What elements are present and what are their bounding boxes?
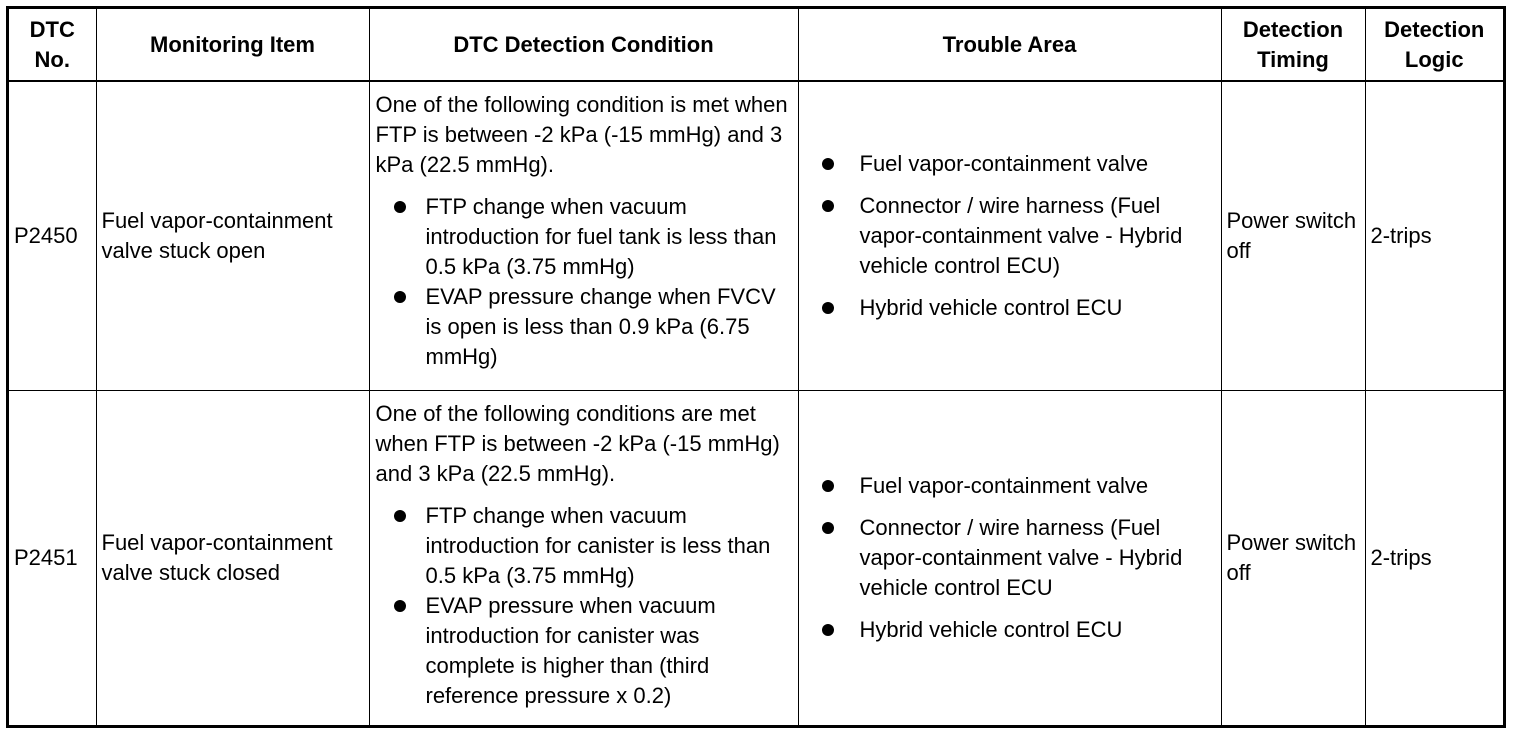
bullet-icon: [394, 510, 406, 522]
bullet-icon: [822, 200, 834, 212]
bullet-icon: [394, 600, 406, 612]
header-trouble-area: Trouble Area: [798, 9, 1221, 81]
trouble-area: [798, 81, 1221, 390]
condition-text: FTP change when vacuum introduction for canister is less than 0.5 kPa (3.75 mmHg): [425, 502, 771, 588]
condition-text: EVAP pressure change when FVCV is open is less than 0.9 kPa (6.75 mmHg): [425, 284, 776, 369]
header-detection-logic: Detection Logic: [1365, 9, 1503, 81]
header-detection-timing: Detection Timing: [1221, 9, 1365, 81]
list-item: [394, 501, 792, 591]
bullet-icon: [394, 201, 406, 213]
trouble-area-list: [804, 471, 1216, 645]
list-item: [822, 471, 1208, 501]
condition-text: FTP change when vacuum introduction for fuel tank is less than 0.5 kPa (3.75 mmHg): [425, 194, 777, 279]
bullet-icon: [394, 291, 406, 303]
trouble-area-text: Connector / wire harness (Fuel vapor-containment valve - Hybrid vehicle control ECU): [859, 192, 1183, 278]
dtc-table-frame: [6, 6, 1506, 728]
trouble-area-text: Hybrid vehicle control ECU: [859, 294, 1123, 320]
list-item: [822, 513, 1208, 603]
bullet-icon: [822, 522, 834, 534]
trouble-area-list: [804, 149, 1216, 323]
detection-timing: Power switch off: [1221, 81, 1365, 390]
monitoring-item: Fuel vapor-containment valve stuck open: [96, 81, 369, 390]
condition-list: [376, 192, 792, 372]
table-row: [9, 390, 1503, 725]
list-item: [822, 191, 1208, 281]
bullet-icon: [822, 158, 834, 170]
list-item: [394, 192, 792, 282]
bullet-icon: [822, 302, 834, 314]
condition-list: [376, 501, 792, 711]
list-item: [394, 282, 792, 372]
detection-timing: Power switch off: [1221, 390, 1365, 725]
list-item: [394, 591, 792, 711]
condition-text: EVAP pressure when vacuum introduction for canister was complete is higher than (third reference pressure x 0.2): [425, 592, 716, 708]
trouble-area-text: Hybrid vehicle control ECU: [859, 616, 1123, 642]
header-monitoring-item: Monitoring Item: [96, 9, 369, 81]
bullet-icon: [822, 480, 834, 492]
list-item: [822, 149, 1208, 179]
list-item: [822, 293, 1208, 323]
table-row: [9, 81, 1503, 390]
trouble-area: [798, 390, 1221, 725]
bullet-icon: [822, 624, 834, 636]
detection-condition: [369, 390, 798, 725]
list-item: [822, 615, 1208, 645]
detection-logic: 2-trips: [1365, 390, 1503, 725]
header-detection-condition: DTC Detection Condition: [369, 9, 798, 81]
dtc-code: P2451: [9, 390, 96, 725]
trouble-area-text: Fuel vapor-containment valve: [859, 150, 1149, 176]
monitoring-item: Fuel vapor-containment valve stuck closed: [96, 390, 369, 725]
dtc-code: P2450: [9, 81, 96, 390]
header-row: [9, 9, 1503, 81]
trouble-area-text: Connector / wire harness (Fuel vapor-containment valve - Hybrid vehicle control ECU: [859, 514, 1183, 600]
header-dtc-no: DTC No.: [9, 9, 96, 81]
condition-intro: One of the following conditions are met when FTP is between -2 kPa (-15 mmHg) and 3 kPa (22.5 mmHg).: [375, 400, 780, 486]
trouble-area-text: Fuel vapor-containment valve: [859, 472, 1149, 498]
detection-condition: [369, 81, 798, 390]
detection-logic: 2-trips: [1365, 81, 1503, 390]
condition-intro: One of the following condition is met when FTP is between -2 kPa (-15 mmHg) and 3 kPa (22.5 mmHg).: [375, 92, 788, 177]
dtc-table: [9, 9, 1503, 725]
